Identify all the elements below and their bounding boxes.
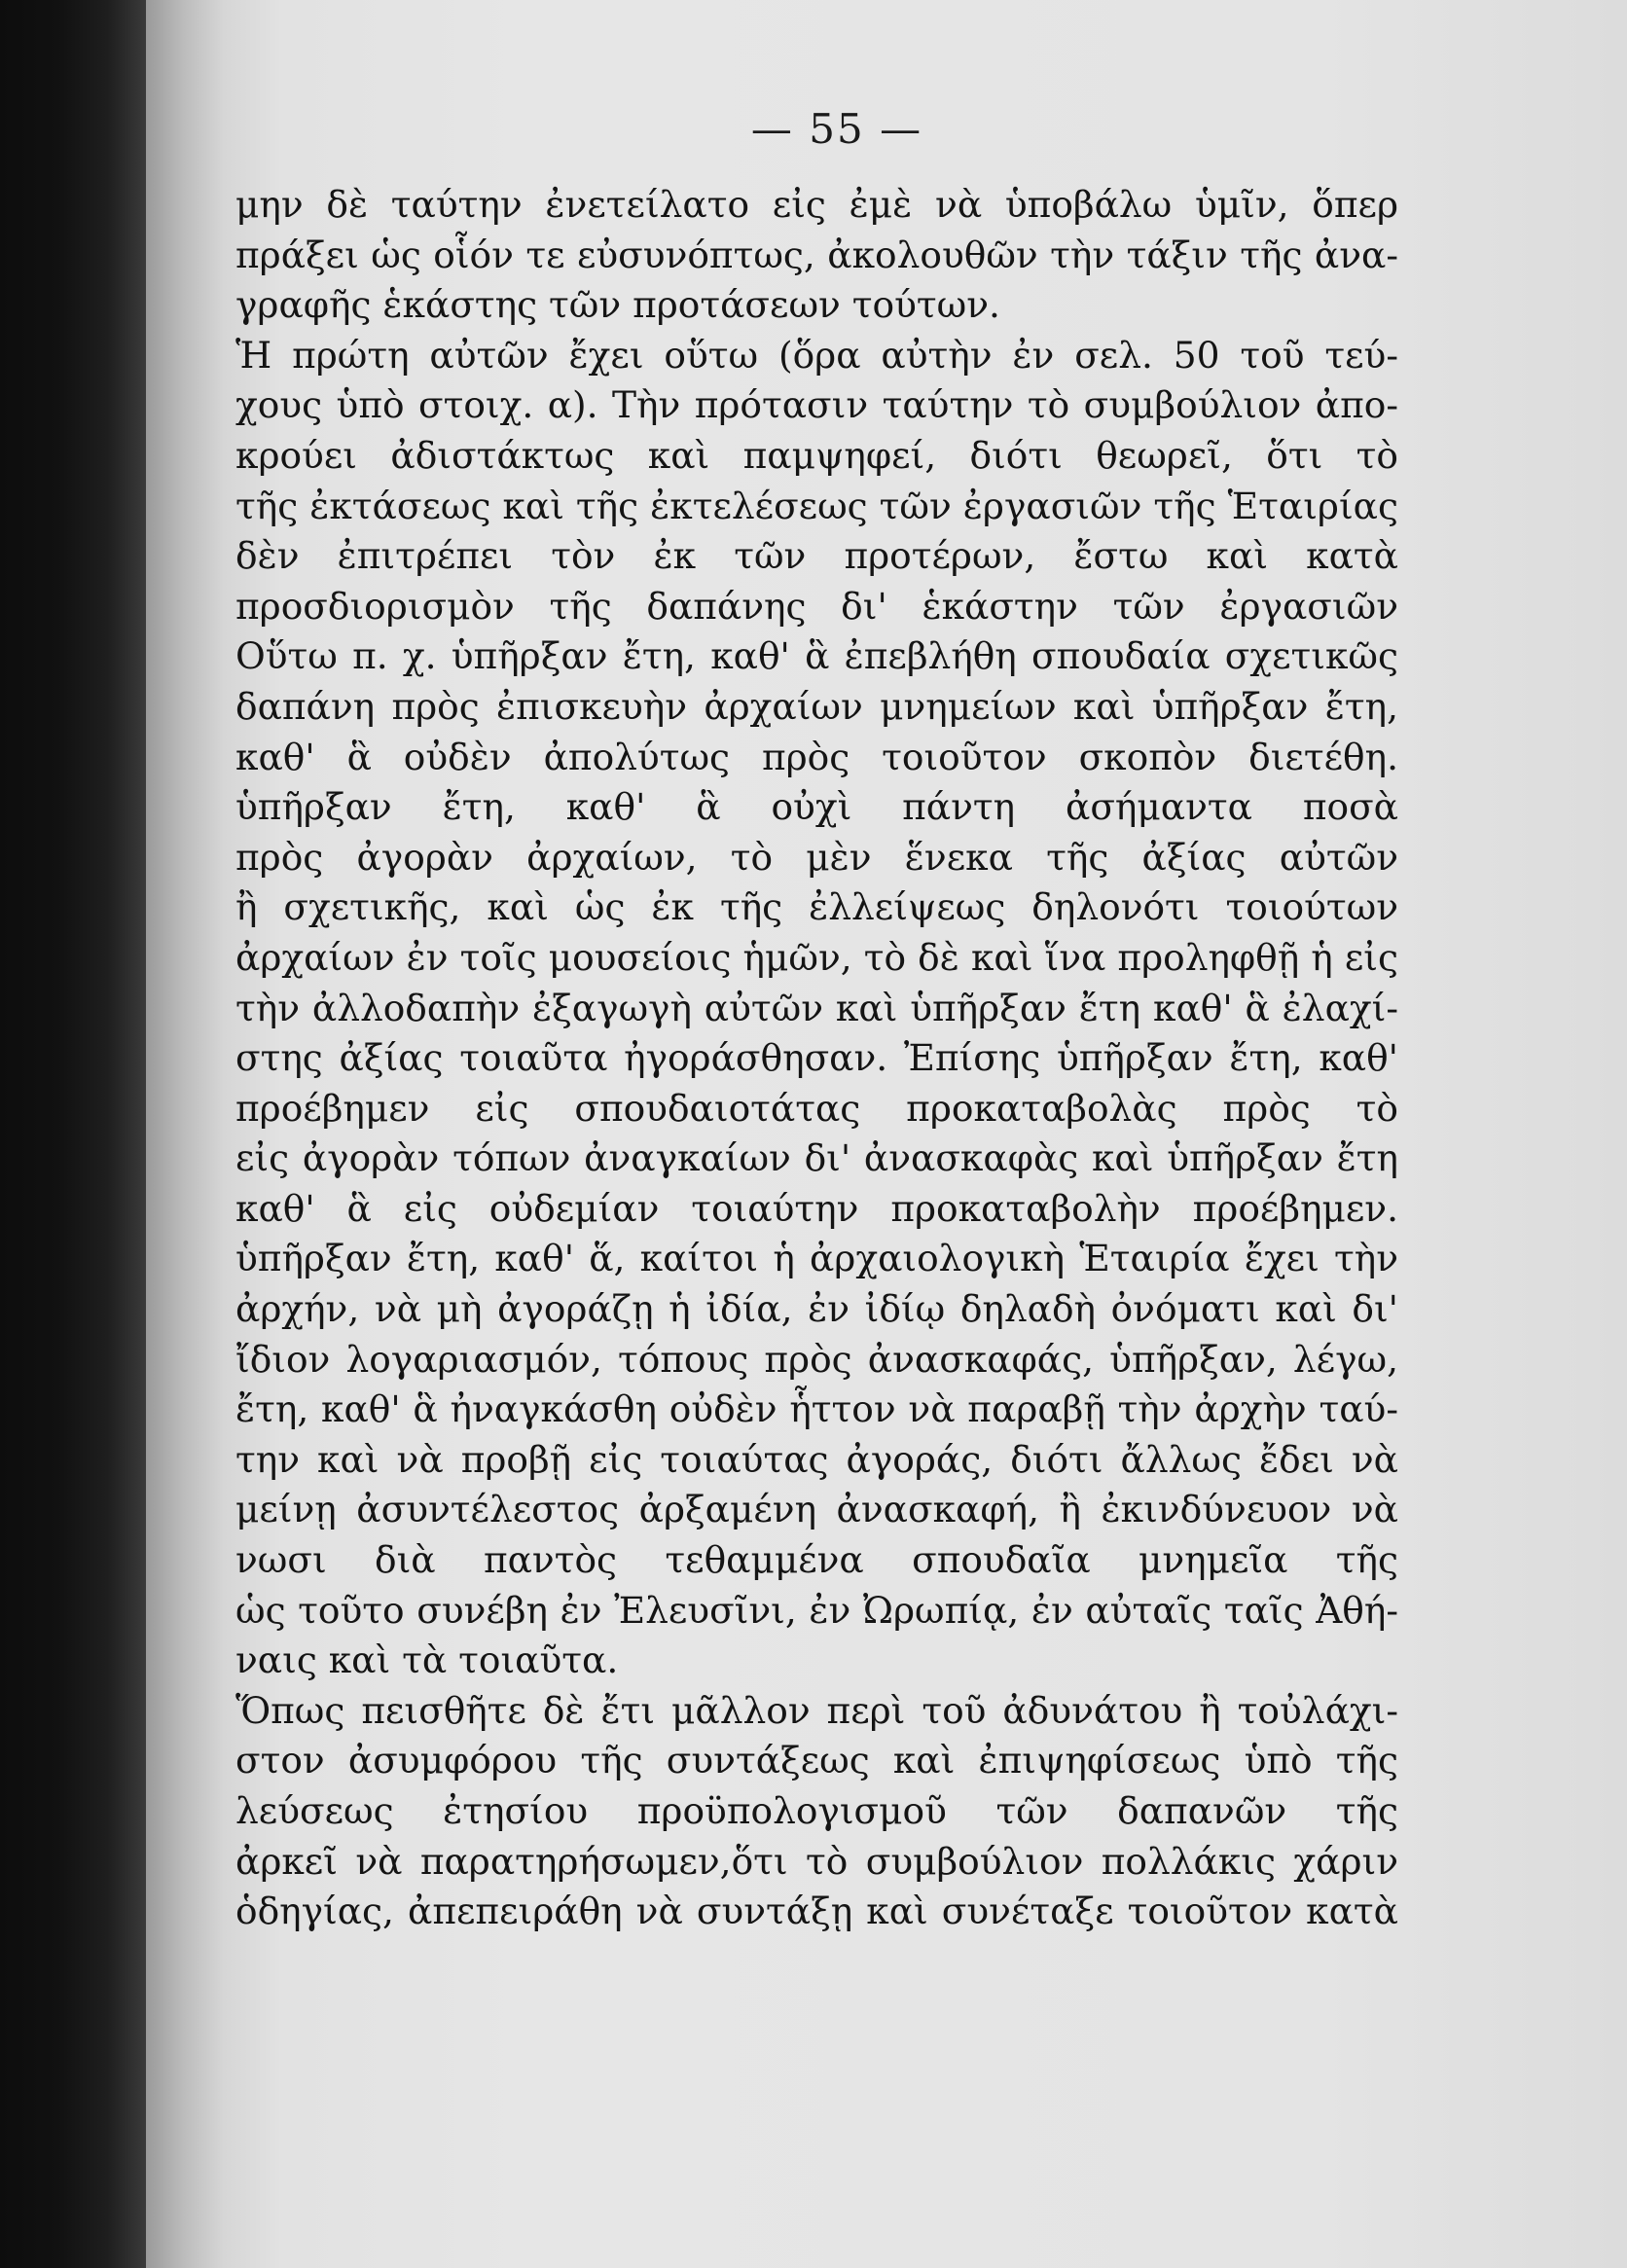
text-line: ἔτη, καθ' ἃ ἠναγκάσθη οὐδὲν ἧττον νὰ παραβῇ τὴν ἀρχὴν ταύ- bbox=[235, 1387, 1398, 1431]
text-line: καθ' ἃ οὐδὲν ἀπολύτως πρὸς τοιοῦτον σκοπὸν διετέθη. bbox=[235, 735, 1398, 778]
text-line: κρούει ἀδιστάκτως καὶ παμψηφεί, διότι θεωρεῖ, ὅτι τὸ bbox=[235, 433, 1398, 477]
text-line: ὁδηγίας, ἀπεπειράθη νὰ συντάξῃ καὶ συνέταξε τοιοῦτον κατὰ bbox=[235, 1890, 1398, 1933]
text-line: προέβημεν εἰς σπουδαιοτάτας προκαταβολὰς πρὸς τὸ bbox=[235, 1086, 1398, 1130]
text-line: ὑπῆρξαν ἔτη, καθ' ἃ οὐχὶ πάντη ἀσήμαντα ποσὰ bbox=[235, 785, 1398, 829]
text-line: λεύσεως ἐτησίου προϋπολογισμοῦ τῶν δαπανῶν τῆς bbox=[235, 1789, 1398, 1832]
text-line: Ὅπως πεισθῆτε δὲ ἔτι μᾶλλον περὶ τοῦ ἀδυνάτου ἢ τοὐλάχι- bbox=[235, 1688, 1398, 1732]
text-line: πρὸς ἀγορὰν ἀρχαίων, τὸ μὲν ἕνεκα τῆς ἀξίας αὐτῶν bbox=[235, 835, 1398, 879]
text-line: δὲν ἐπιτρέπει τὸν ἐκ τῶν προτέρων, ἔστω καὶ κατὰ bbox=[235, 534, 1398, 578]
text-line: ἀρχήν, νὰ μὴ ἀγοράζῃ ἡ ἰδία, ἐν ἰδίῳ δηλαδὴ ὀνόματι καὶ δι' bbox=[235, 1287, 1398, 1331]
text-line: προσδιορισμὸν τῆς δαπάνης δι' ἑκάστην τῶν ἐργασιῶν bbox=[235, 584, 1398, 628]
text-line: την καὶ νὰ προβῇ εἰς τοιαύτας ἀγοράς, διότι ἄλλως ἔδει νὰ bbox=[235, 1437, 1398, 1481]
text-line: νωσι διὰ παντὸς τεθαμμένα σπουδαῖα μνημεῖα τῆς bbox=[235, 1538, 1398, 1582]
text-line: γραφῆς ἑκάστης τῶν προτάσεων τούτων. bbox=[235, 283, 1000, 327]
text-line: δαπάνη πρὸς ἐπισκευὴν ἀρχαίων μνημείων καὶ ὑπῆρξαν ἔτη, bbox=[235, 684, 1398, 728]
text-line: ἴδιον λογαριασμόν, τόπους πρὸς ἀνασκαφάς, ὑπῆρξαν, λέγω, bbox=[235, 1337, 1398, 1381]
text-line: στον ἀσυμφόρου τῆς συντάξεως καὶ ἐπιψηφίσεως ὑπὸ τῆς bbox=[235, 1739, 1398, 1782]
text-line: στης ἀξίας τοιαῦτα ἠγοράσθησαν. Ἐπίσης ὑπῆρξαν ἔτη, καθ' bbox=[235, 1036, 1398, 1080]
text-line: ἀρκεῖ νὰ παρατηρήσωμεν,ὅτι τὸ συμβούλιον πολλάκις χάριν bbox=[235, 1839, 1398, 1883]
text-line: Οὕτω π. χ. ὑπῆρξαν ἔτη, καθ' ἃ ἐπεβλήθη σπουδαία σχετικῶς bbox=[235, 634, 1398, 678]
text-line: ὑπῆρξαν ἔτη, καθ' ἅ, καίτοι ἡ ἀρχαιολογικὴ Ἑταιρία ἔχει τὴν bbox=[235, 1237, 1398, 1280]
body-text bbox=[235, 180, 1398, 1937]
text-line: ἀρχαίων ἐν τοῖς μουσείοις ἡμῶν, τὸ δὲ καὶ ἵνα προληφθῇ ἡ εἰς bbox=[235, 935, 1398, 979]
text-line: μείνῃ ἀσυντέλεστος ἀρξαμένη ἀνασκαφή, ἢ ἐκινδύνευον νὰ bbox=[235, 1488, 1398, 1531]
book-page bbox=[146, 0, 1627, 2268]
text-line: καθ' ἃ εἰς οὐδεμίαν τοιαύτην προκαταβολὴν προέβημεν. bbox=[235, 1186, 1398, 1230]
text-line: τὴν ἀλλοδαπὴν ἐξαγωγὴ αὐτῶν καὶ ὑπῆρξαν ἔτη καθ' ἃ ἐλαχί- bbox=[235, 986, 1398, 1029]
text-line: ἢ σχετικῆς, καὶ ὡς ἐκ τῆς ἐλλείψεως δηλονότι τοιούτων bbox=[235, 885, 1398, 929]
text-line: Ἡ πρώτη αὐτῶν ἔχει οὕτω (ὅρα αὐτὴν ἐν σελ. 50 τοῦ τεύ- bbox=[235, 333, 1398, 377]
text-line: μην δὲ ταύτην ἐνετείλατο εἰς ἐμὲ νὰ ὑποβάλω ὑμῖν, ὅπερ bbox=[235, 183, 1398, 226]
text-line: πράξει ὡς οἷόν τε εὐσυνόπτως, ἀκολουθῶν τὴν τάξιν τῆς ἀνα- bbox=[235, 233, 1398, 276]
text-line: εἰς ἀγορὰν τόπων ἀναγκαίων δι' ἀνασκαφὰς καὶ ὑπῆρξαν ἔτη bbox=[235, 1136, 1398, 1180]
text-line: ὡς τοῦτο συνέβη ἐν Ἐλευσῖνι, ἐν Ὠρωπίᾳ, ἐν αὐταῖς ταῖς Ἀθή- bbox=[235, 1588, 1398, 1632]
page-number: — 55 — bbox=[750, 105, 923, 153]
text-line: χους ὑπὸ στοιχ. α). Τὴν πρότασιν ταύτην τὸ συμβούλιον ἀπο- bbox=[235, 383, 1398, 427]
text-line: τῆς ἐκτάσεως καὶ τῆς ἐκτελέσεως τῶν ἐργασιῶν τῆς Ἑταιρίας bbox=[235, 484, 1398, 527]
text-line: ναις καὶ τὰ τοιαῦτα. bbox=[235, 1638, 619, 1682]
